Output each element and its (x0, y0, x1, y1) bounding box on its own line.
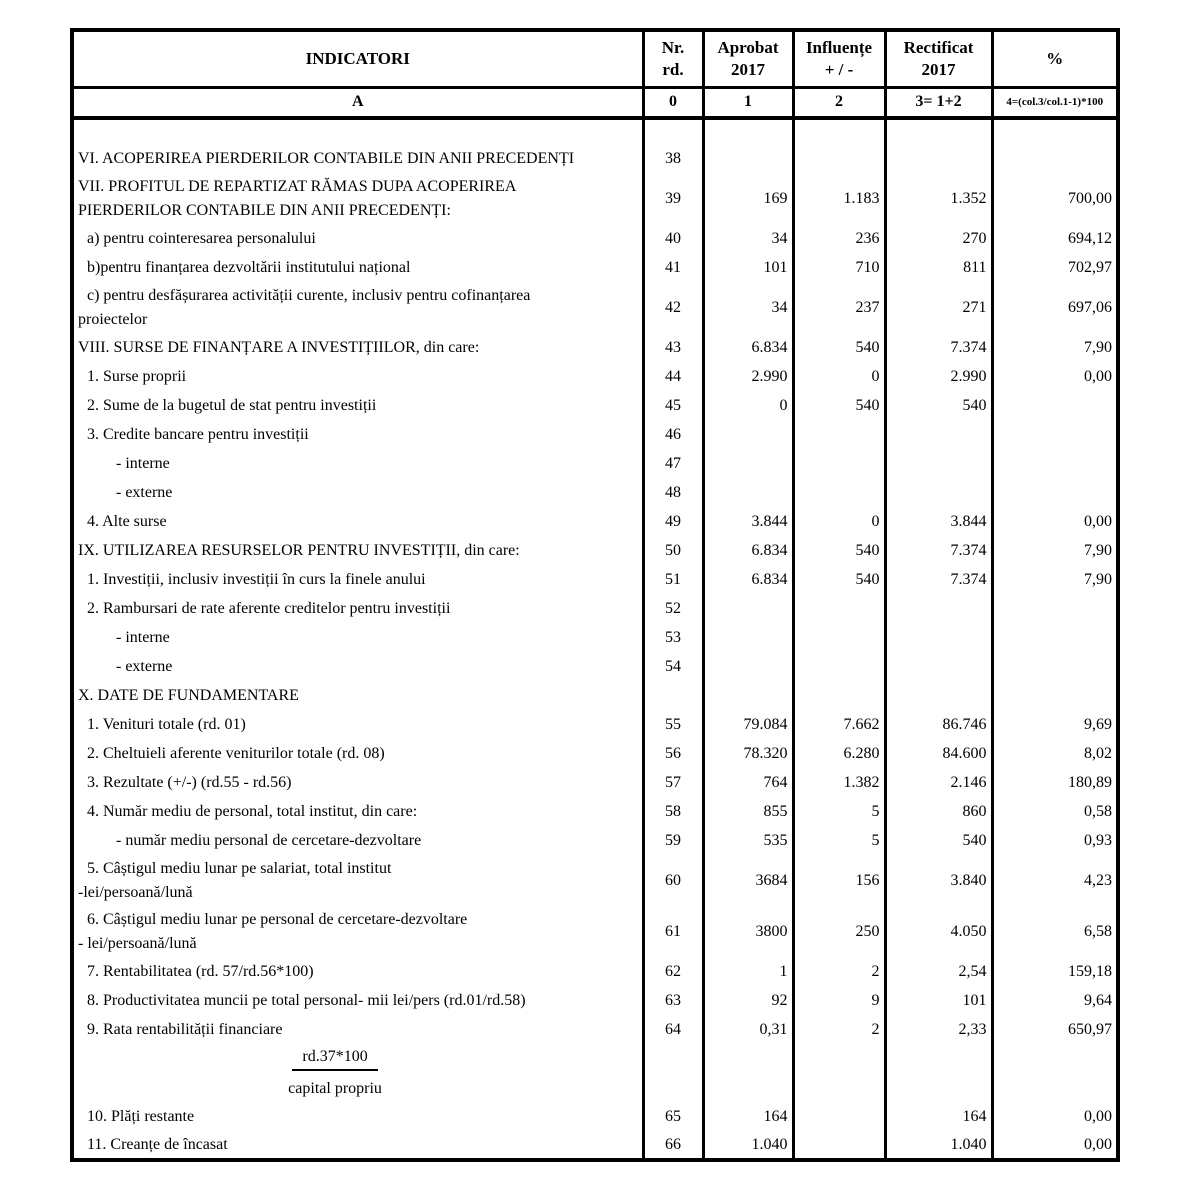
column-header-label: % (1046, 48, 1064, 68)
indicator-cell (72, 536, 643, 565)
table-row (72, 224, 1118, 253)
indicator-label: VI. ACOPERIREA PIERDERILOR CONTABILE DIN ANII PRECEDENȚI (78, 149, 575, 167)
aprobat-cell (703, 681, 793, 710)
column-header-label: Influențe (805, 37, 873, 57)
influente-cell (793, 420, 885, 449)
influente-cell: 1.183 (793, 173, 885, 224)
rectificat-cell: 7.374 (885, 333, 992, 362)
percent-cell: 702,97 (992, 253, 1118, 282)
fraction-cell (72, 1044, 643, 1102)
indicator-cell (72, 797, 643, 826)
aprobat-cell: 92 (703, 986, 793, 1015)
aprobat-cell: 78.320 (703, 739, 793, 768)
indicator-label: 8. Productivitatea muncii pe total personal- mii lei/pers (rd.01/rd.58) (87, 991, 526, 1009)
influente-cell: 5 (793, 797, 885, 826)
column-header-label: 2017 (731, 59, 765, 79)
percent-cell: 650,97 (992, 1015, 1118, 1044)
influente-cell: 0 (793, 507, 885, 536)
row-number-cell: 45 (643, 391, 703, 420)
indicator-label: 5. Câștigul mediu lunar pe salariat, total institut (87, 859, 392, 877)
aprobat-cell: 6.834 (703, 536, 793, 565)
row-number-cell (643, 681, 703, 710)
influente-cell: 5 (793, 826, 885, 855)
indicator-label: proiectelor (78, 310, 148, 328)
percent-cell: 7,90 (992, 536, 1118, 565)
table-row (72, 1015, 1118, 1044)
indicator-cell (72, 986, 643, 1015)
rectificat-cell: 271 (885, 282, 992, 333)
fraction-row (72, 1044, 1118, 1102)
row-number-cell: 47 (643, 449, 703, 478)
row-number-cell: 65 (643, 1102, 703, 1131)
table-row (72, 594, 1118, 623)
aprobat-cell: 3800 (703, 906, 793, 957)
influente-cell: 1.382 (793, 768, 885, 797)
rectificat-cell: 2,54 (885, 957, 992, 986)
spacer-cell (793, 118, 885, 144)
indicator-cell (72, 362, 643, 391)
column-header-label: Rectificat (903, 37, 974, 57)
influente-cell: 540 (793, 565, 885, 594)
column-key-2: 2 (793, 87, 885, 118)
influente-cell: 6.280 (793, 739, 885, 768)
rectificat-cell: 1.040 (885, 1131, 992, 1160)
column-header-indicatori (72, 30, 643, 87)
indicator-cell (72, 391, 643, 420)
indicator-label: 2. Sume de la bugetul de stat pentru investiții (87, 396, 377, 414)
column-header-rectificat (885, 30, 992, 87)
column-key-0: 0 (643, 87, 703, 118)
indicator-cell (72, 565, 643, 594)
table-row (72, 681, 1118, 710)
indicator-label: 4. Alte surse (87, 512, 167, 530)
indicator-cell (72, 144, 643, 173)
percent-cell: 180,89 (992, 768, 1118, 797)
rectificat-cell: 101 (885, 986, 992, 1015)
indicator-cell (72, 826, 643, 855)
rectificat-cell (885, 478, 992, 507)
percent-cell: 0,58 (992, 797, 1118, 826)
table-row (72, 507, 1118, 536)
row-number-cell: 62 (643, 957, 703, 986)
table-row (72, 420, 1118, 449)
table-row (72, 1131, 1118, 1160)
rectificat-cell: 3.840 (885, 855, 992, 906)
rectificat-cell: 164 (885, 1102, 992, 1131)
percent-cell (992, 594, 1118, 623)
rectificat-cell (885, 594, 992, 623)
rectificat-cell: 7.374 (885, 536, 992, 565)
indicator-label: 1. Venituri totale (rd. 01) (87, 715, 246, 733)
fraction-expression (74, 1046, 596, 1100)
table-header (72, 30, 1118, 118)
column-header-influente (793, 30, 885, 87)
aprobat-cell: 3.844 (703, 507, 793, 536)
rectificat-cell: 540 (885, 391, 992, 420)
column-header-label: + / - (824, 59, 854, 79)
percent-cell: 0,00 (992, 1102, 1118, 1131)
influente-cell (793, 1131, 885, 1160)
percent-cell: 9,64 (992, 986, 1118, 1015)
influente-cell: 540 (793, 391, 885, 420)
percent-cell: 9,69 (992, 710, 1118, 739)
indicator-label: IX. UTILIZAREA RESURSELOR PENTRU INVESTIȚII, din care: (78, 541, 520, 559)
row-number-cell: 44 (643, 362, 703, 391)
column-header-label: INDICATORI (305, 48, 410, 68)
indicator-label: 10. Plăți restante (87, 1107, 195, 1125)
percent-cell: 0,93 (992, 826, 1118, 855)
aprobat-cell: 535 (703, 826, 793, 855)
row-number-cell: 56 (643, 739, 703, 768)
spacer-cell (703, 118, 793, 144)
table-row (72, 449, 1118, 478)
row-number-cell: 61 (643, 906, 703, 957)
indicator-cell (72, 957, 643, 986)
indicator-label: 2. Rambursari de rate aferente creditelor pentru investiții (87, 599, 451, 617)
rectificat-cell: 860 (885, 797, 992, 826)
aprobat-cell: 79.084 (703, 710, 793, 739)
aprobat-cell: 6.834 (703, 565, 793, 594)
influente-cell: 250 (793, 906, 885, 957)
influente-cell: 540 (793, 333, 885, 362)
indicator-cell (72, 507, 643, 536)
table-row (72, 362, 1118, 391)
indicator-label: - interne (116, 628, 170, 646)
influente-cell (793, 449, 885, 478)
table-row (72, 797, 1118, 826)
table-row (72, 906, 1118, 957)
indicator-label: 3. Rezultate (+/-) (rd.55 - rd.56) (87, 773, 292, 791)
aprobat-cell: 0 (703, 391, 793, 420)
indicators-table (70, 28, 1120, 1162)
table-row (72, 478, 1118, 507)
table-row (72, 739, 1118, 768)
influente-cell: 9 (793, 986, 885, 1015)
rectificat-cell: 3.844 (885, 507, 992, 536)
influente-cell (793, 652, 885, 681)
row-number-cell: 57 (643, 768, 703, 797)
column-key-row (72, 87, 1118, 118)
indicator-label: 4. Număr mediu de personal, total institut, din care: (87, 802, 418, 820)
column-key-formula: 4=(col.3/col.1-1)*100 (992, 87, 1118, 118)
indicator-label: PIERDERILOR CONTABILE DIN ANII PRECEDENȚI: (78, 201, 451, 219)
rectificat-cell (885, 623, 992, 652)
aprobat-cell (703, 1044, 793, 1102)
rectificat-cell: 270 (885, 224, 992, 253)
percent-cell: 0,00 (992, 362, 1118, 391)
aprobat-cell (703, 478, 793, 507)
influente-cell: 710 (793, 253, 885, 282)
indicator-cell (72, 623, 643, 652)
indicator-label: 1. Investiții, inclusiv investiții în curs la finele anului (87, 570, 426, 588)
aprobat-cell: 6.834 (703, 333, 793, 362)
row-number-cell: 42 (643, 282, 703, 333)
aprobat-cell: 855 (703, 797, 793, 826)
row-number-cell: 63 (643, 986, 703, 1015)
percent-cell: 6,58 (992, 906, 1118, 957)
row-number-cell: 46 (643, 420, 703, 449)
rectificat-cell: 4.050 (885, 906, 992, 957)
rectificat-cell: 86.746 (885, 710, 992, 739)
table-row (72, 986, 1118, 1015)
indicator-label: a) pentru cointeresarea personalului (87, 229, 316, 247)
indicator-cell (72, 768, 643, 797)
indicator-cell (72, 1131, 643, 1160)
table-row (72, 391, 1118, 420)
indicator-cell (72, 449, 643, 478)
influente-cell: 236 (793, 224, 885, 253)
row-number-cell: 60 (643, 855, 703, 906)
row-number-cell: 50 (643, 536, 703, 565)
indicator-label: 3. Credite bancare pentru investiții (87, 425, 309, 443)
indicator-label: - interne (116, 454, 170, 472)
rectificat-cell: 1.352 (885, 173, 992, 224)
indicator-label: 7. Rentabilitatea (rd. 57/rd.56*100) (87, 962, 314, 980)
indicator-cell (72, 906, 643, 957)
aprobat-cell: 169 (703, 173, 793, 224)
indicator-cell (72, 420, 643, 449)
table-row (72, 144, 1118, 173)
indicator-cell (72, 333, 643, 362)
percent-cell: 8,02 (992, 739, 1118, 768)
indicator-label: - număr mediu personal de cercetare-dezvoltare (116, 831, 422, 849)
aprobat-cell (703, 594, 793, 623)
percent-cell: 7,90 (992, 333, 1118, 362)
indicator-cell (72, 224, 643, 253)
aprobat-cell: 164 (703, 1102, 793, 1131)
row-number-cell: 40 (643, 224, 703, 253)
influente-cell (793, 623, 885, 652)
percent-cell: 7,90 (992, 565, 1118, 594)
table-row (72, 652, 1118, 681)
percent-cell (992, 478, 1118, 507)
rectificat-cell: 811 (885, 253, 992, 282)
table-row (72, 768, 1118, 797)
indicator-label: 1. Surse proprii (87, 367, 187, 385)
row-number-cell: 41 (643, 253, 703, 282)
table-row (72, 855, 1118, 906)
percent-cell: 700,00 (992, 173, 1118, 224)
percent-cell (992, 449, 1118, 478)
table-row (72, 173, 1118, 224)
indicator-label: 6. Câștigul mediu lunar pe personal de cercetare-dezvoltare (87, 910, 468, 928)
influente-cell (793, 144, 885, 173)
indicator-cell (72, 652, 643, 681)
influente-cell: 2 (793, 1015, 885, 1044)
table-row (72, 957, 1118, 986)
table-body (72, 118, 1118, 1160)
indicator-label: -lei/persoană/lună (78, 883, 193, 901)
rectificat-cell: 2,33 (885, 1015, 992, 1044)
row-number-cell: 48 (643, 478, 703, 507)
row-number-cell: 58 (643, 797, 703, 826)
indicator-label: c) pentru desfășurarea activității curente, inclusiv pentru cofinanțarea (87, 286, 531, 304)
percent-cell: 4,23 (992, 855, 1118, 906)
column-header-nr-rd (643, 30, 703, 87)
indicator-cell (72, 253, 643, 282)
aprobat-cell: 2.990 (703, 362, 793, 391)
aprobat-cell: 0,31 (703, 1015, 793, 1044)
spacer-cell (643, 118, 703, 144)
fraction-denominator: capital propriu (288, 1080, 382, 1097)
table-row (72, 536, 1118, 565)
percent-cell: 694,12 (992, 224, 1118, 253)
indicator-label: 9. Rata rentabilității financiare (87, 1020, 283, 1038)
row-number-cell (643, 1044, 703, 1102)
influente-cell: 237 (793, 282, 885, 333)
rectificat-cell (885, 144, 992, 173)
rectificat-cell (885, 1044, 992, 1102)
spacer-cell (885, 118, 992, 144)
percent-cell (992, 652, 1118, 681)
rectificat-cell (885, 652, 992, 681)
indicator-cell (72, 1102, 643, 1131)
spacer-row (72, 118, 1118, 144)
column-key-1: 1 (703, 87, 793, 118)
row-number-cell: 64 (643, 1015, 703, 1044)
aprobat-cell (703, 420, 793, 449)
percent-cell: 0,00 (992, 1131, 1118, 1160)
column-header-label: rd. (662, 59, 684, 79)
aprobat-cell: 101 (703, 253, 793, 282)
row-number-cell: 59 (643, 826, 703, 855)
percent-cell (992, 623, 1118, 652)
column-key-3: 3= 1+2 (885, 87, 992, 118)
aprobat-cell: 764 (703, 768, 793, 797)
rectificat-cell (885, 449, 992, 478)
indicator-label: 2. Cheltuieli aferente veniturilor totale (rd. 08) (87, 744, 385, 762)
row-number-cell: 53 (643, 623, 703, 652)
percent-cell (992, 144, 1118, 173)
indicator-cell (72, 1015, 643, 1044)
influente-cell (793, 681, 885, 710)
indicator-label: VIII. SURSE DE FINANȚARE A INVESTIȚIILOR, din care: (78, 338, 480, 356)
indicator-cell (72, 739, 643, 768)
column-header-aprobat (703, 30, 793, 87)
table-row (72, 710, 1118, 739)
rectificat-cell (885, 681, 992, 710)
percent-cell: 697,06 (992, 282, 1118, 333)
indicator-label: b)pentru finanțarea dezvoltării institutului național (87, 258, 411, 276)
rectificat-cell: 2.146 (885, 768, 992, 797)
column-header-label: Aprobat (717, 37, 779, 57)
percent-cell (992, 391, 1118, 420)
aprobat-cell: 1 (703, 957, 793, 986)
indicator-cell (72, 478, 643, 507)
percent-cell: 159,18 (992, 957, 1118, 986)
column-header-label: 2017 (921, 59, 956, 79)
rectificat-cell (885, 420, 992, 449)
indicator-cell (72, 282, 643, 333)
aprobat-cell: 1.040 (703, 1131, 793, 1160)
indicator-cell (72, 855, 643, 906)
influente-cell (793, 594, 885, 623)
row-number-cell: 52 (643, 594, 703, 623)
percent-cell (992, 420, 1118, 449)
aprobat-cell: 34 (703, 224, 793, 253)
table-row (72, 826, 1118, 855)
table-row (72, 623, 1118, 652)
row-number-cell: 51 (643, 565, 703, 594)
table-row (72, 565, 1118, 594)
row-number-cell: 66 (643, 1131, 703, 1160)
row-number-cell: 39 (643, 173, 703, 224)
indicator-label: - lei/persoană/lună (78, 934, 197, 952)
header-row (72, 30, 1118, 87)
row-number-cell: 54 (643, 652, 703, 681)
rectificat-cell: 84.600 (885, 739, 992, 768)
rectificat-cell: 7.374 (885, 565, 992, 594)
table-row (72, 253, 1118, 282)
influente-cell: 156 (793, 855, 885, 906)
indicator-cell (72, 681, 643, 710)
row-number-cell: 55 (643, 710, 703, 739)
indicator-label: 11. Creanțe de încasat (87, 1135, 228, 1153)
aprobat-cell: 3684 (703, 855, 793, 906)
indicator-label: - externe (116, 483, 173, 501)
rectificat-cell: 2.990 (885, 362, 992, 391)
influente-cell: 2 (793, 957, 885, 986)
row-number-cell: 43 (643, 333, 703, 362)
percent-cell: 0,00 (992, 507, 1118, 536)
column-key-a: A (72, 87, 643, 118)
influente-cell: 0 (793, 362, 885, 391)
indicator-label: - externe (116, 657, 173, 675)
column-header-label: Nr. (661, 37, 685, 57)
influente-cell (793, 1102, 885, 1131)
aprobat-cell (703, 652, 793, 681)
percent-cell (992, 1044, 1118, 1102)
row-number-cell: 38 (643, 144, 703, 173)
influente-cell (793, 1044, 885, 1102)
table-row (72, 333, 1118, 362)
aprobat-cell: 34 (703, 282, 793, 333)
influente-cell (793, 478, 885, 507)
indicator-cell (72, 594, 643, 623)
rectificat-cell: 540 (885, 826, 992, 855)
indicator-cell (72, 173, 643, 224)
table-row (72, 282, 1118, 333)
aprobat-cell (703, 449, 793, 478)
fraction-numerator: rd.37*100 (292, 1046, 377, 1071)
column-header-percent (992, 30, 1118, 87)
indicator-label: X. DATE DE FUNDAMENTARE (78, 686, 299, 704)
percent-cell (992, 681, 1118, 710)
aprobat-cell (703, 623, 793, 652)
influente-cell: 7.662 (793, 710, 885, 739)
indicator-cell (72, 710, 643, 739)
indicator-label: VII. PROFITUL DE REPARTIZAT RĂMAS DUPA ACOPERIREA (78, 177, 517, 195)
aprobat-cell (703, 144, 793, 173)
row-number-cell: 49 (643, 507, 703, 536)
spacer-cell (72, 118, 643, 144)
spacer-cell (992, 118, 1118, 144)
influente-cell: 540 (793, 536, 885, 565)
table-row (72, 1102, 1118, 1131)
